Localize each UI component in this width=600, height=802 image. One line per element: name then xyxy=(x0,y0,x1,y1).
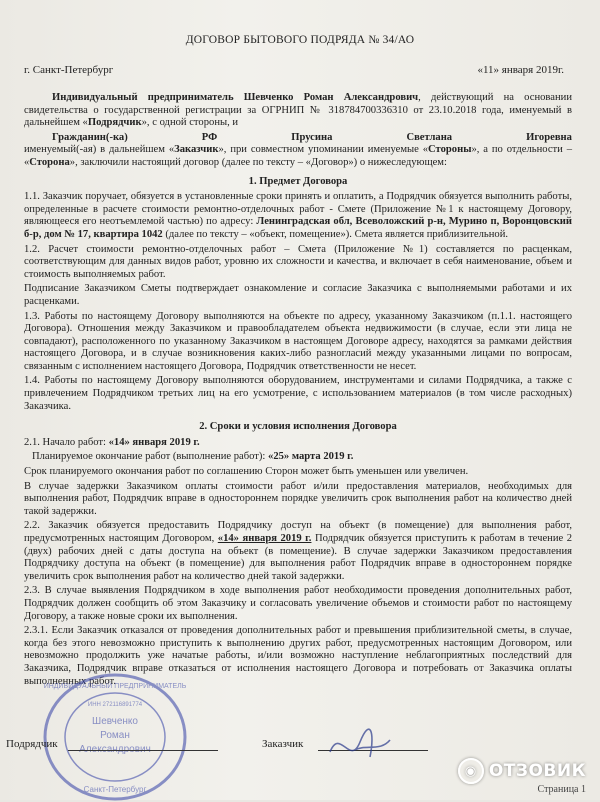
citizen-country: РФ xyxy=(201,131,218,143)
intro2-c: », а по отдельности – « xyxy=(24,144,573,168)
object-address: Ленинградская обл, Всеволожский р-н, Мурино п, Воронцовский б-р, дом № 17, квартира 1042 xyxy=(24,216,573,240)
clause-2-3: 2.3. В случае выявления Подрядчиком в ходе выполнения работ необходимости проведения дополнительных работ, Подрядчик должен сообщить об этом Заказчику и согласовать увеличение объемов и стоимости работ по настоящему Договору, а также новые сроки их выполнения. xyxy=(24,585,572,622)
otzovik-watermark xyxy=(458,758,586,784)
stamp-ring-top: ИНДИВИДУАЛЬНЫЙ ПРЕДПРИНИМАТЕЛЬ xyxy=(43,683,187,690)
customer-signature-label: Заказчик xyxy=(262,738,304,750)
customer-name-row xyxy=(24,132,572,145)
section-1-title: 1. Предмет Договора xyxy=(248,175,348,187)
intro2-b: », при совместном упоминании именуемые « xyxy=(218,144,429,156)
customer-name: Светлана xyxy=(406,131,453,143)
stamp-ring-bottom: Санкт-Петербург xyxy=(83,785,147,794)
clause-2-1-start xyxy=(24,437,572,450)
clause-1-1-text: 1.1. Заказчик поручает, обязуется в установленные сроки принять и оплатить, а Подрядчик обязуется выполнить работы, определенные в расчете стоимости ремонтно-отделочных работ - Смете (Приложение №1 к настоящему Договору, являющееся его неотъемлемой частью) по адресу: xyxy=(24,191,572,228)
start-label: 2.1. Начало работ: xyxy=(24,436,109,448)
clause-2-1-end xyxy=(24,451,572,464)
clause-2-1-delay: В случае задержки Заказчиком оплаты стоимости работ и/или предоставления материалов, необходимых для выполнения работ, Подрядчик вправе в одностороннем порядке увеличить срок выполнения работ на количество дней такой задержки. xyxy=(24,480,572,517)
intro2-d: », заключили настоящий договор (далее по тексту – «Договор») о нижеследующем: xyxy=(69,156,447,168)
clause-2-2-end: Подрядчик обязуется приступить к работам в течение 2 (двух) рабочих дней с даты доступа на объект (в помещение). В случае задержки Заказчиком предоставления Подрядчику доступа на объект (в помещение) для выполнения работ Подрядчик вправе в одностороннем порядке увеличить срок выполнения работ на количество дней такой задержки. xyxy=(24,533,573,582)
clause-1-3: 1.3. Работы по настоящему Договору выполняются на объекте по адресу, указанному Заказчиком (п.1.1. настоящего Договора). Отношения между Заказчиком и правообладателем объекта недвижимости (в случае, если эти лица не совпадают), расположенного по указанному Заказчиком в настоящем Договоре адресу, находятся за рамками действия настоящего Договора, и в случае возникновения каких-либо разногласий между указанными лицами по вопросам, связанным с исполнением настоящего Договора, Подрядчик ответственности не несет. xyxy=(24,310,572,372)
clause-1-4: 1.4. Работы по настоящему Договору выполняются оборудованием, инструментами и силами Подрядчика, а также с привлечением Подрядчиком третьих лиц на его усмотрение, с использованием материалов (в том числе расходных) Заказчика. xyxy=(24,375,572,412)
start-date: «14» января 2019 г. xyxy=(108,436,200,448)
stamp-inn: ИНН 272116891774 xyxy=(87,702,143,708)
section-2-title: 2. Сроки и условия исполнения Договора xyxy=(199,421,397,433)
clause-1-1 xyxy=(24,191,572,241)
contractor-signature-label: Подрядчик xyxy=(6,738,58,750)
end-label: Планируемое окончание работ (выполнение работ): xyxy=(32,451,269,463)
stamp-line-2: Роман xyxy=(100,730,130,741)
end-date: «25» марта 2019 г. xyxy=(268,451,354,463)
contractor-label: Подрядчик xyxy=(87,117,142,129)
clause-2-1-term: Срок планируемого окончания работ по соглашению Сторон может быть уменьшен или увеличен. xyxy=(24,466,469,478)
contractor-signature-line xyxy=(68,750,218,751)
document-body xyxy=(24,92,572,690)
side-label: Сторона xyxy=(29,156,70,168)
otzovik-text: ОТЗОВИК xyxy=(488,761,586,781)
customer-signature xyxy=(320,722,400,772)
customer-surname: Прусина xyxy=(291,131,333,143)
clause-1-1-end: (далее по тексту – «объект, помещение»). Смета является приблизительной. xyxy=(162,228,509,240)
access-date: «14» января 2019 г. xyxy=(217,533,312,544)
city: г. Санкт-Петербург xyxy=(24,64,114,76)
clause-2-3-1: 2.3.1. Если Заказчик отказался от проведения дополнительных работ и превышения приблизительной сметы, в случае, когда без этого невозможно приступить к выполнению других работ, предусмотренных настоящим Договором, или невозможно продолжить уже начатые работы, и/или возможно наступление неблагоприятных последствий для Заказчика, Подрядчик вправе отказаться от исполнения настоящего Договора и потребовать от Заказчика оплаты выполненных работ. xyxy=(24,625,572,687)
clause-1-2-note: Подписание Заказчиком Сметы подтверждает ознакомление и согласие Заказчика с выполняемыми работами и их расценками. xyxy=(24,283,572,307)
sides-label: Стороны xyxy=(428,144,472,156)
otzovik-logo-icon: ◉ xyxy=(458,758,484,784)
contractor-name: Индивидуальный предприниматель Шевченко Роман Александрович xyxy=(52,92,419,103)
clause-2-2 xyxy=(24,520,572,583)
intro-text-end: », с одной стороны, и xyxy=(141,117,239,129)
intro-text: , действующий на основании свидетельства о государственной регистрации за ОГРНИП № 318784700336310 от 23.10.2018 года, именуемый в дальнейшем « xyxy=(24,92,572,129)
clause-1-2: 1.2. Расчет стоимости ремонтно-отделочных работ – Смета (Приложение №1) составляется по расценкам, соответствующим для данных видов работ, уровню их сложности и качества, и включает в себя наименование, объем и стоимость выполняемых работ. xyxy=(24,243,572,280)
intro-paragraph-2 xyxy=(24,144,572,169)
contract-date: «11» января 2019г. xyxy=(477,64,564,76)
document-title: ДОГОВОР БЫТОВОГО ПОДРЯДА № 34/АО xyxy=(185,34,415,46)
clause-2-2-text: 2.2. Заказчик обязуется предоставить Подрядчику доступ на объект (в помещение) для выполнения работ, предусмотренных настоящим Договором, xyxy=(24,520,572,544)
customer-label: Заказчик xyxy=(174,144,219,156)
customer-patronymic: Игоревна xyxy=(526,131,572,143)
citizen-label: Гражданин(-ка) xyxy=(52,131,128,143)
intro-paragraph-1 xyxy=(24,92,572,130)
stamp-line-1: Шевченко xyxy=(92,716,138,727)
page-number: Страница 1 xyxy=(537,784,586,795)
intro2-a: именуемый(-ая) в дальнейшем « xyxy=(24,144,175,156)
